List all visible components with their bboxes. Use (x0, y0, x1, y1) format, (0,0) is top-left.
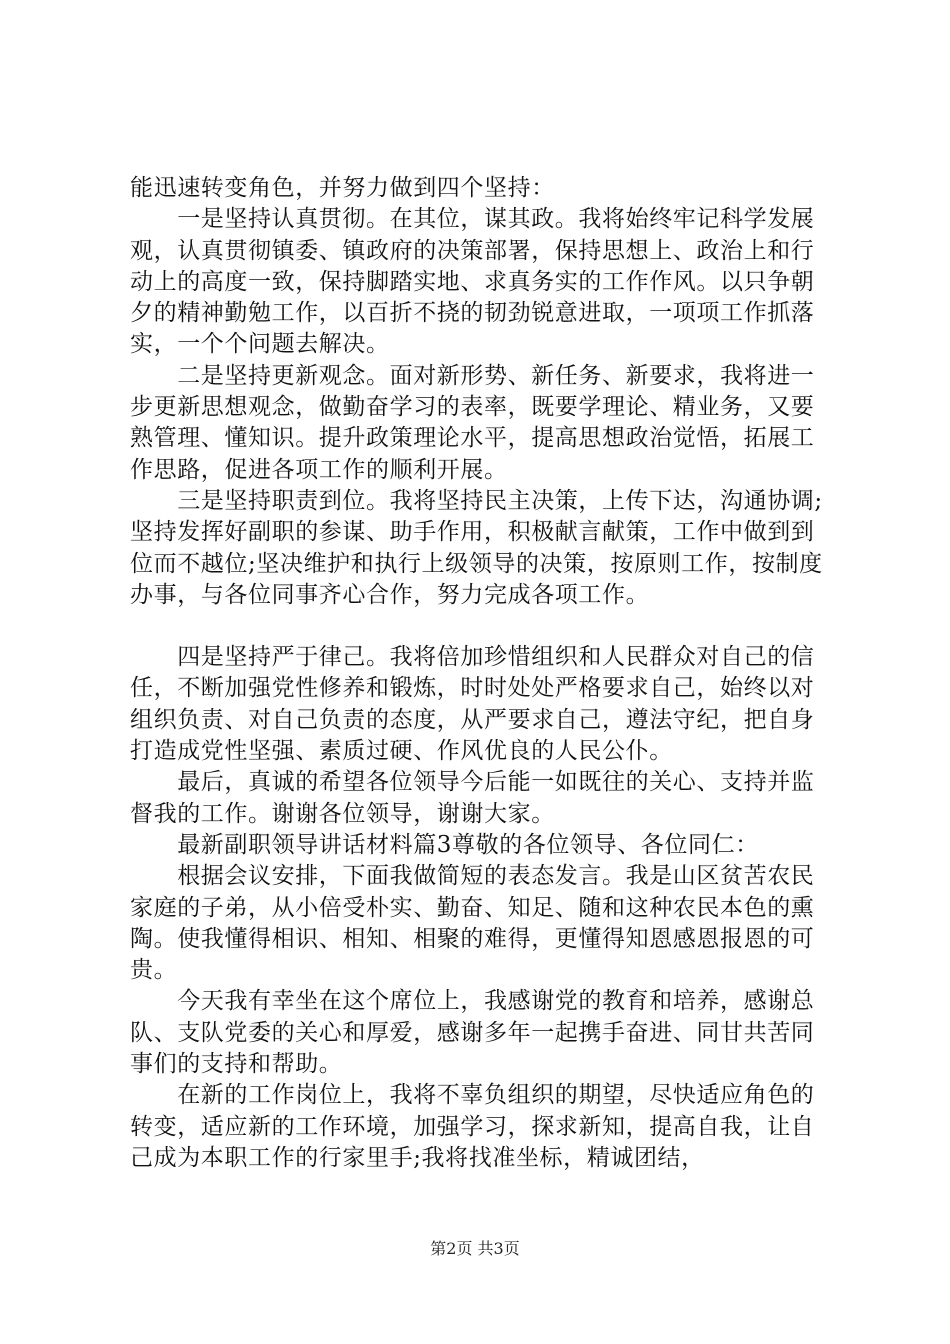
page-number-footer: 第2页 共3页 (430, 1239, 520, 1258)
paragraph-commitment: 在新的工作岗位上，我将不辜负组织的期望，尽快适应角色的转变，适应新的工作环境，加强学习，探求新知，提高自我，让自己成为本职工作的行家里手;我将找准坐标，精诚团结， (130, 1082, 815, 1171)
paragraph-closing: 最后，真诚的希望各位领导今后能一如既往的关心、支持并监督我的工作。谢谢各位领导，谢谢大家。 (130, 769, 815, 827)
paragraph-background: 根据会议安排，下面我做简短的表态发言。我是山区贫苦农民家庭的子弟，从小倍受朴实、勤奋、知足、随和这种农民本色的熏陶。使我懂得相识、相知、相聚的难得，更懂得知恩感恩报恩的可贵。 (130, 863, 815, 984)
paragraph-point-two: 二是坚持更新观念。面对新形势、新任务、新要求，我将进一步更新思想观念，做勤奋学习的表率，既要学理论、精业务，又要熟管理、懂知识。提升政策理论水平，提高思想政治觉悟，拓展工作思路，促进各项工作的顺利开展。 (130, 362, 815, 483)
paragraph-gratitude: 今天我有幸坐在这个席位上，我感谢党的教育和培养，感谢总队、支队党委的关心和厚爱，感谢多年一起携手奋进、同甘共苦同事们的支持和帮助。 (130, 988, 815, 1078)
document-body (130, 173, 830, 1174)
paragraph-section-heading: 最新副职领导讲话材料篇3尊敬的各位领导、各位同仁： (130, 831, 759, 858)
paragraph-intro: 能迅速转变角色，并努力做到四个坚持： (130, 175, 555, 201)
paragraph-point-four: 四是坚持严于律己。我将倍加珍惜组织和人民群众对自己的信任，不断加强党性修养和锻炼，时时处处严格要求自己，始终以对组织负责、对自己负责的态度，从严要求自己，遵法守纪，把自身打造成党性坚强、素质过硬、作风优良的人民公仆。 (130, 644, 815, 765)
paragraph-point-three: 三是坚持职责到位。我将坚持民主决策，上传下达，沟通协调;坚持发挥好副职的参谋、助手作用，积极献言献策，工作中做到到位而不越位;坚决维护和执行上级领导的决策，按原则工作，按制度办事，与各位同事齐心合作，努力完成各项工作。 (130, 487, 823, 608)
paragraph-point-one: 一是坚持认真贯彻。在其位，谋其政。我将始终牢记科学发展观，认真贯彻镇委、镇政府的决策部署，保持思想上、政治上和行动上的高度一致，保持脚踏实地、求真务实的工作作风。以只争朝夕的精神勤勉工作，以百折不挠的韧劲锐意进取，一项项工作抓落实，一个个问题去解决。 (130, 206, 815, 358)
